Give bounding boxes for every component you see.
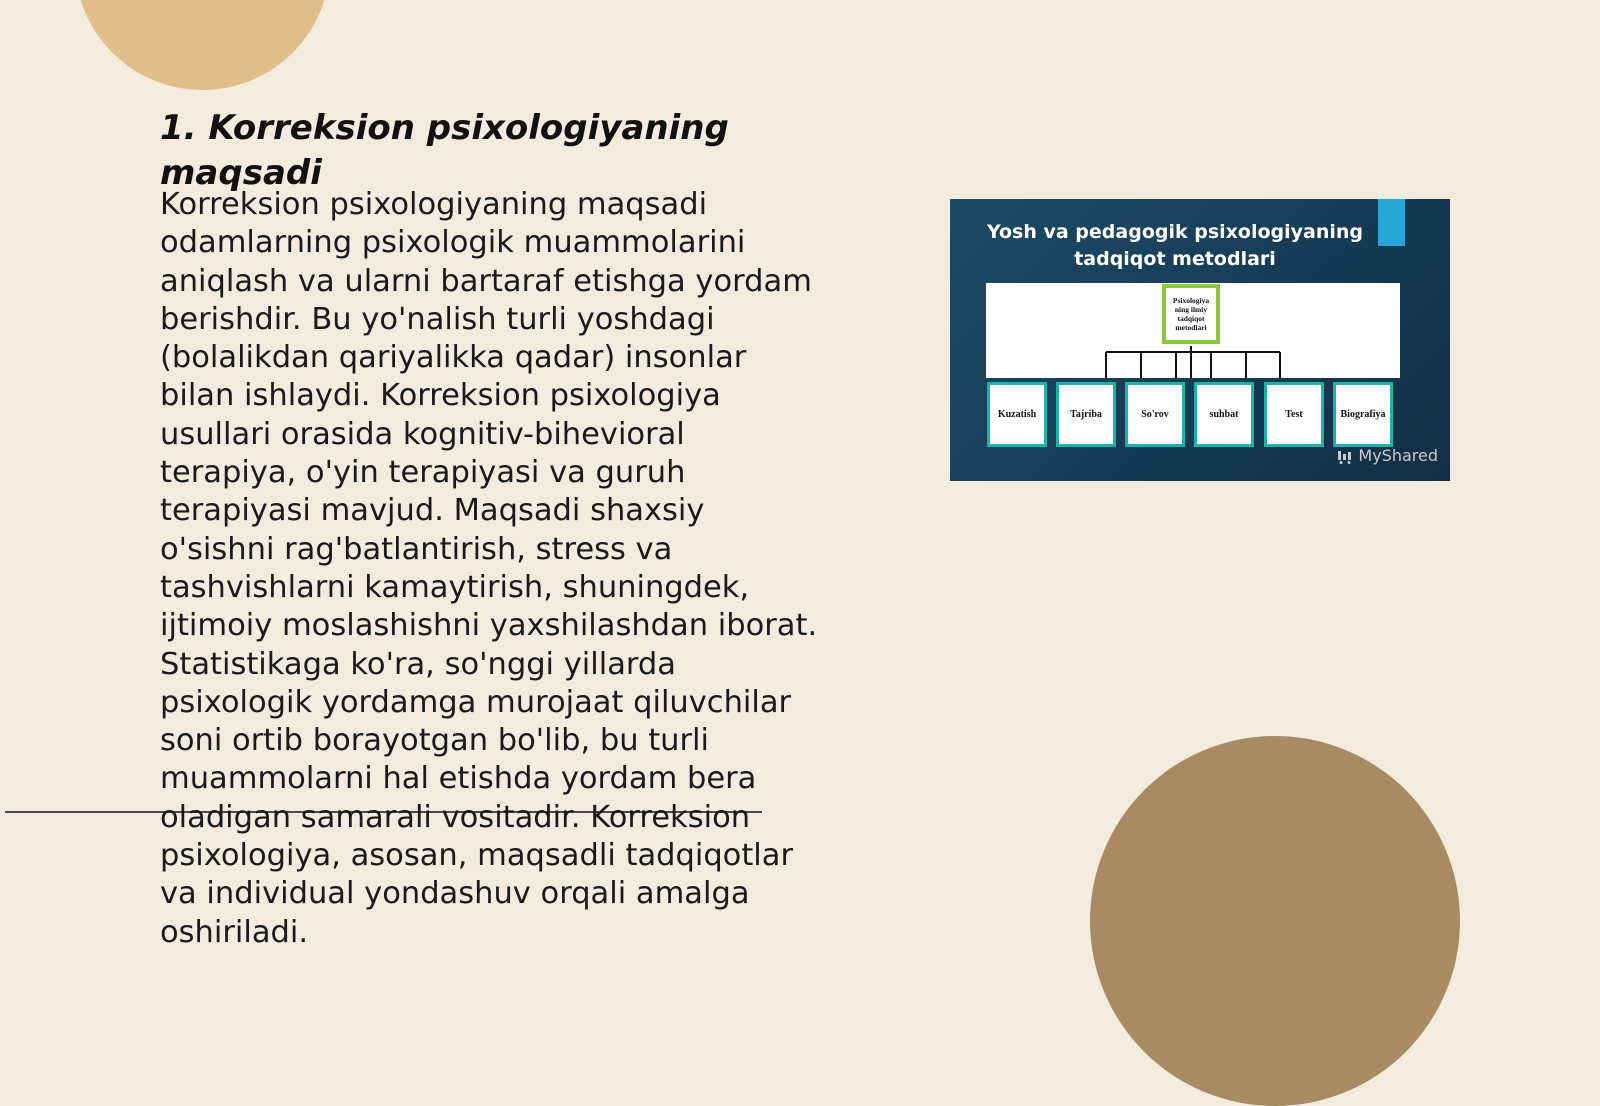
decorative-circle-bottom [1090, 736, 1460, 1106]
slide-title: 1. Korreksion psixologiyaning maqsadi [160, 108, 729, 193]
cart-icon [1336, 448, 1354, 464]
watermark-text: MyShared [1358, 446, 1438, 465]
diagram-box-suhbat: suhbat [1194, 382, 1254, 447]
slide-body-text: Korreksion psixologiyaning maqsadi odamlarning psixologik muammolarini aniqlash va ularni bartaraf etishga yordam berishdir. Bu yo'nalish turli yoshdagi (bolalikdan qariyalikka qadar) insonlar bilan ishlaydi. Korreksion psixologiya usullari orasida kognitiv-bihevioral terapiya, o'yin terapiyasi va guruh terapiyasi mavjud. Maqsadi shaxsiy o'sishni rag'batlantirish, stress va tashvishlarni kamaytirish, shuningdek, ijtimoiy moslashishni yaxshilashdan iborat. Statistikaga ko'ra, so'nggi yillarda psixologik yordamga murojaat qiluvchilar soni ortib borayotgan bo'lib, bu turli muammolarni hal etishda yordam bera oladigan samarali vositadir. Korreksion psixologiya, asosan, maqsadli tadqiqotlar va individual yondashuv orqali amalga oshiriladi. [160, 187, 818, 950]
diagram-box-biografiya: Biografiya [1333, 382, 1393, 447]
decorative-circle-top [75, 0, 330, 90]
diagram-root-box: Psixologiya ning ilmiy tadqiqot metodlari [1162, 284, 1220, 344]
diagram-box-sorov: So'rov [1125, 382, 1185, 447]
diagram-box-kuzatish: Kuzatish [987, 382, 1047, 447]
diagram-box-tajriba: Tajriba [1056, 382, 1116, 447]
watermark [1336, 446, 1438, 465]
methods-diagram-image [950, 199, 1450, 481]
diagram-box-test: Test [1264, 382, 1324, 447]
figure-title: Yosh va pedagogik psixologiyaning tadqiqot metodlari [986, 221, 1364, 270]
